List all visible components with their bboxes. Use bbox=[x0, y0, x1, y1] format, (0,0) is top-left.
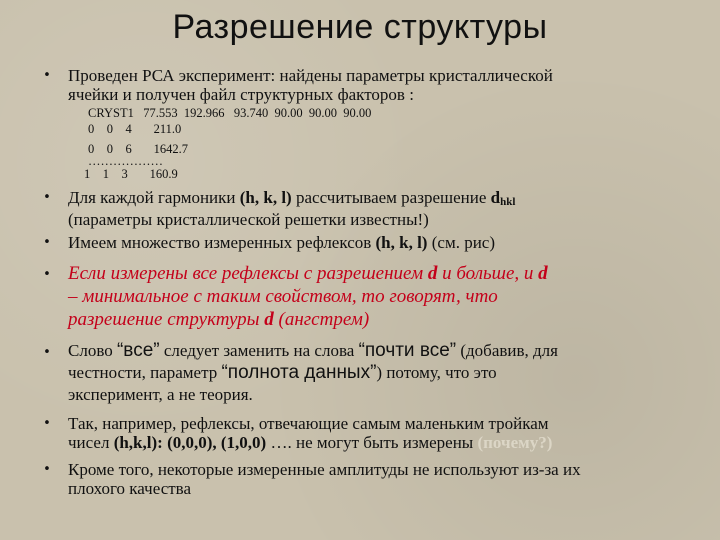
bullet-small-triples bbox=[40, 414, 700, 454]
bullet-resolution-calc bbox=[40, 188, 700, 228]
reflection-row: 0 0 6 1642.7 bbox=[88, 142, 188, 156]
triples-label: (0,0,0), (1,0,0) bbox=[162, 433, 267, 452]
reflection-row: 0 0 4 211.0 bbox=[88, 122, 182, 136]
bullet-marker: • bbox=[43, 235, 51, 250]
text-span: Для каждой гармоники bbox=[68, 188, 240, 207]
bullet-resolution-definition bbox=[40, 262, 700, 334]
text-span: честности, параметр bbox=[68, 363, 222, 382]
ellipsis-row: ……………… bbox=[88, 154, 163, 168]
bullet-text bbox=[68, 262, 700, 331]
bullet-text bbox=[68, 188, 700, 229]
text-span: следует заменить на слова bbox=[159, 341, 359, 360]
text-span: Слово bbox=[68, 341, 117, 360]
text-span: Имеем множество измеренных рефлексов bbox=[68, 233, 376, 252]
slide-title: Разрешение структуры bbox=[172, 8, 548, 46]
bullet-marker: • bbox=[43, 68, 51, 83]
d-symbol: d bbox=[490, 188, 501, 207]
hkl-label: (h,k,l): bbox=[113, 433, 163, 452]
text-span: (добавив, для bbox=[456, 341, 558, 360]
bullet-text bbox=[68, 233, 700, 252]
bullet-reflections-set bbox=[40, 233, 700, 253]
text-span: и больше, и bbox=[437, 263, 539, 284]
text-span: чисел bbox=[68, 433, 114, 452]
text-span: разрешение структуры bbox=[68, 309, 265, 330]
text-span: ) потому, что это bbox=[376, 363, 497, 382]
d-symbol: d bbox=[538, 263, 548, 284]
d-symbol: d bbox=[427, 263, 438, 284]
quoted-word: “все” bbox=[116, 340, 160, 361]
text-span: Если измерены все рефлексы с разрешением bbox=[68, 263, 428, 284]
bullet-text bbox=[68, 460, 700, 498]
text-span: рассчитываем разрешение bbox=[291, 188, 491, 207]
quoted-word: “полнота данных” bbox=[221, 362, 377, 383]
bullet-marker: • bbox=[43, 462, 51, 477]
faded-question: (почему?) bbox=[473, 433, 553, 452]
text-span: (см. рис) bbox=[427, 233, 496, 252]
text-line: Так, например, рефлексы, отвечающие самым маленьким тройкам bbox=[68, 414, 549, 433]
bullet-marker: • bbox=[43, 345, 51, 360]
text-line: – минимальное с таким свойством, то говорят, что bbox=[68, 286, 498, 307]
bullet-bad-quality bbox=[40, 460, 700, 500]
text-line: (параметры кристаллической решетки известны!) bbox=[68, 210, 429, 229]
subscript-hkl: hkl bbox=[500, 196, 516, 208]
bullet-marker: • bbox=[43, 267, 51, 282]
bullet-almost-all bbox=[40, 340, 700, 410]
text-line: плохого качества bbox=[68, 479, 192, 498]
hkl-label: (h, k, l) bbox=[375, 233, 428, 252]
text-line: Кроме того, некоторые измеренные амплитуды не используют из-за их bbox=[68, 460, 581, 479]
text-span: (ангстрем) bbox=[273, 309, 370, 330]
bullet-marker: • bbox=[43, 416, 51, 431]
d-symbol: d bbox=[264, 309, 274, 330]
bullet-text bbox=[68, 66, 700, 104]
text-span: …. не могут быть измерены bbox=[266, 433, 474, 452]
bullet-marker: • bbox=[43, 190, 51, 205]
text-line: эксперимент, а не теория. bbox=[68, 385, 253, 404]
text-line: Проведен РСА эксперимент: найдены параметры кристаллической bbox=[68, 66, 553, 85]
bullet-text bbox=[68, 414, 700, 452]
bullet-text bbox=[68, 340, 700, 406]
quoted-word: “почти все” bbox=[358, 340, 457, 361]
reflection-row: 1 1 3 160.9 bbox=[84, 167, 178, 181]
cryst-line: CRYST1 77.553 192.966 93.740 90.00 90.00 90.00 bbox=[88, 106, 372, 120]
text-line: ячейки и получен файл структурных факторов : bbox=[68, 85, 414, 104]
bullet-experiment bbox=[40, 66, 700, 106]
hkl-label: (h, k, l) bbox=[239, 188, 292, 207]
